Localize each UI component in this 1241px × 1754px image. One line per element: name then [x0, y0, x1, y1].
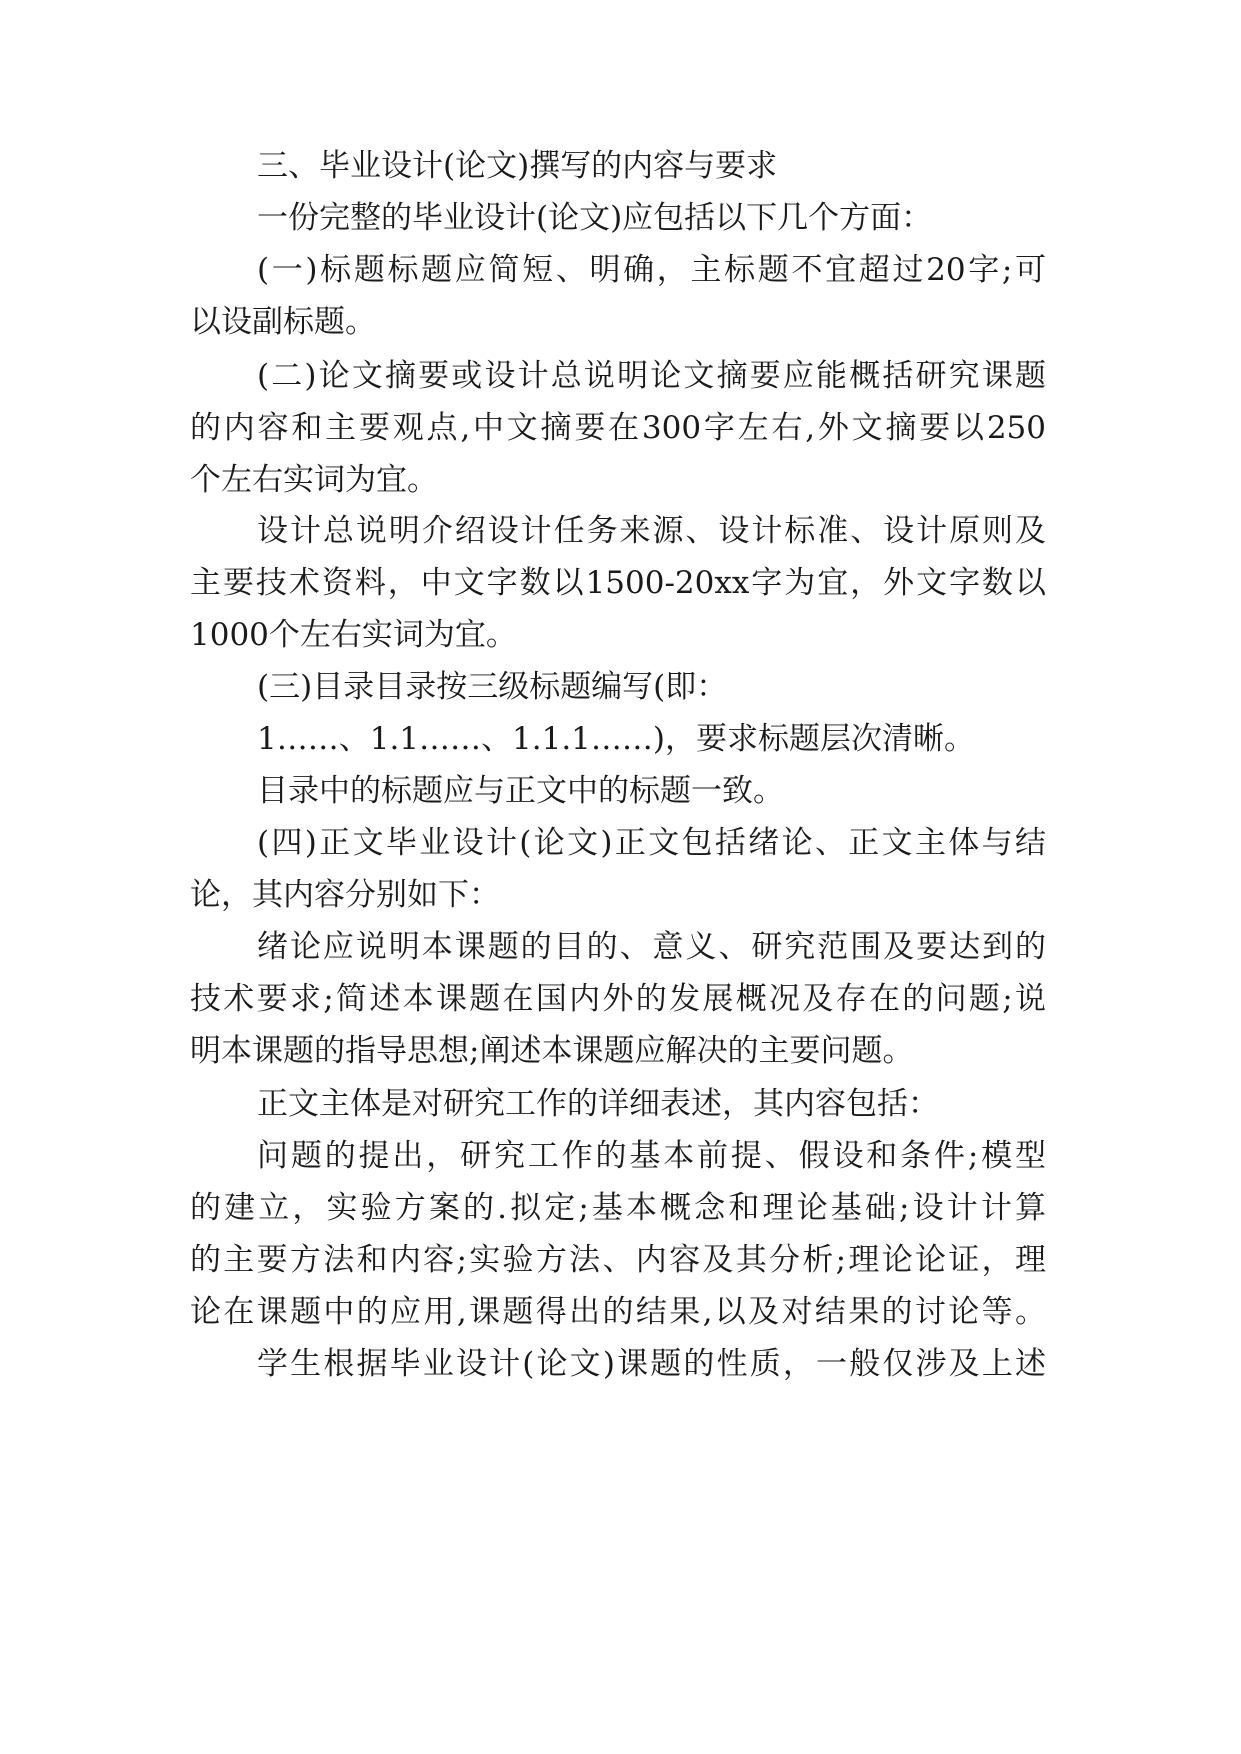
paragraph-line: 1000个左右实词为宜。 — [190, 617, 517, 653]
paragraph-line: 的内容和主要观点,中文摘要在300字左右,外文摘要以250 — [190, 410, 1046, 446]
paragraph-line: 技术要求;简述本课题在国内外的发展概况及存在的问题;说 — [190, 981, 1046, 1017]
paragraph-line: 1……、1.1……、1.1.1……)，要求标题层次清晰。 — [257, 721, 975, 757]
paragraph-line: 论在课题中的应用,课题得出的结果,以及对结果的讨论等。 — [190, 1294, 1046, 1330]
paragraph-line: 的主要方法和内容;实验方法、内容及其分析;理论论证，理 — [190, 1242, 1046, 1278]
paragraph-line: 目录中的标题应与正文中的标题一致。 — [257, 773, 784, 809]
section-heading: 三、毕业设计(论文)撰写的内容与要求 — [257, 148, 778, 184]
paragraph-line: 正文主体是对研究工作的详细表述，其内容包括： — [257, 1086, 939, 1122]
paragraph-line: 论，其内容分别如下： — [190, 877, 500, 913]
paragraph-line: (二)论文摘要或设计总说明论文摘要应能概括研究课题 — [257, 358, 1046, 394]
paragraph-line: (四)正文毕业设计(论文)正文包括绪论、正文主体与结 — [257, 825, 1046, 861]
paragraph-line: 问题的提出，研究工作的基本前提、假设和条件;模型 — [257, 1138, 1046, 1174]
paragraph-line: (一)标题标题应简短、明确，主标题不宜超过20字;可 — [257, 252, 1046, 288]
paragraph-line: 设计总说明介绍设计任务来源、设计标准、设计原则及 — [257, 513, 1046, 549]
paragraph-line: 的建立，实验方案的.拟定;基本概念和理论基础;设计计算 — [190, 1190, 1046, 1226]
paragraph-line: 以设副标题。 — [190, 304, 376, 340]
paragraph-line: 绪论应说明本课题的目的、意义、研究范围及要达到的 — [257, 929, 1046, 965]
paragraph-line: (三)目录目录按三级标题编写(即： — [257, 669, 728, 705]
paragraph-line: 学生根据毕业设计(论文)课题的性质，一般仅涉及上述 — [257, 1346, 1046, 1382]
paragraph-line: 主要技术资料，中文字数以1500-20xx字为宜，外文字数以 — [190, 565, 1046, 601]
paragraph-line: 一份完整的毕业设计(论文)应包括以下几个方面： — [257, 200, 933, 236]
paragraph-line: 个左右实词为宜。 — [190, 462, 438, 498]
paragraph-line: 明本课题的指导思想;阐述本课题应解决的主要问题。 — [190, 1033, 914, 1069]
